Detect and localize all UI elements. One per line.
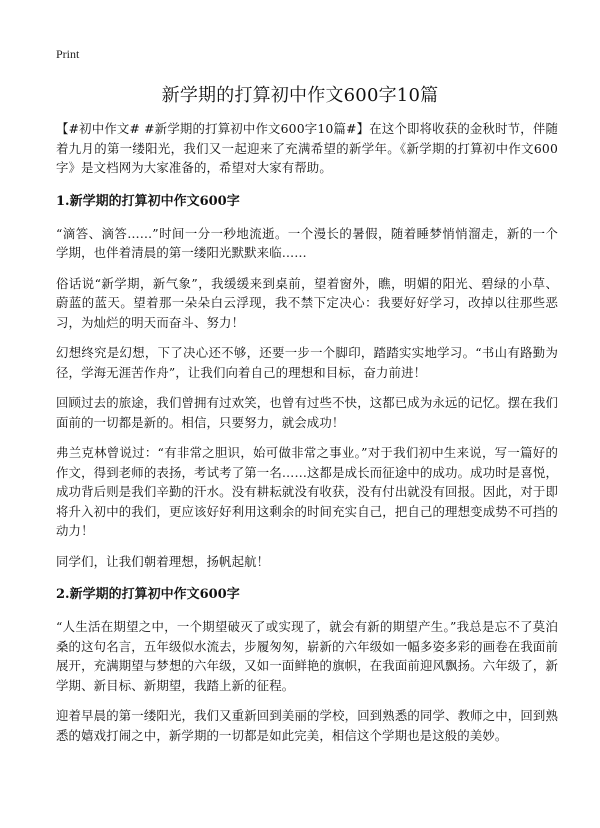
paragraph: 迎着早晨的第一缕阳光，我们又重新回到美丽的学校，回到熟悉的同学、教师之中，回到熟悉的嬉戏打闹之中，新学期的一切都是如此完美，相信这个学期也是这般的美妙。 (56, 708, 558, 743)
paragraph: 弗兰克林曾说过：“有非常之胆识，始可做非常之事业。”对于我们初中生来说，写一篇好的作文，得到老师的表扬，考试考了第一名……这都是成长而征途中的成功。成功时是喜悦，成功背后则是我们辛勤的汗水。没有耕耘就没有收获，没有付出就没有回报。因此，对于即将升入初中的我们，更应该好好利用这剩余的时间充实自己，把自己的理想变成势不可挡的动力！ (56, 445, 558, 538)
intro-paragraph: 【#初中作文# #新学期的打算初中作文600字10篇#】在这个即将收获的金秋时节，伴随着九月的第一缕阳光，我们又一起迎来了充满希望的新学年。《新学期的打算初中作文600字》是文档网为大家准备的，希望对大家有帮助。 (56, 121, 558, 175)
paragraph: “滴答、滴答……”时间一分一秒地流逝。一个漫长的暑假，随着睡梦悄悄溜走，新的一个学期，也伴着清晨的第一缕阳光默默来临…… (56, 225, 558, 260)
paragraph: “人生活在期望之中，一个期望破灭了或实现了，就会有新的期望产生。”我总是忘不了莫泊桑的这句名言，五年级似水流去，步履匆匆，崭新的六年级如一幅多姿多彩的画卷在我面前展开，充满期望与梦想的六年级，又如一面鲜艳的旗帜，在我面前迎风飘扬。六年级了，新学期、新目标、新期望，我踏上新的征程。 (56, 619, 558, 693)
paragraph: 同学们，让我们朝着理想，扬帆起航！ (56, 553, 270, 569)
page-title: 新学期的打算初中作文600字10篇 (161, 85, 439, 106)
paragraph: 俗话说“新学期，新气象”，我缓缓来到桌前，望着窗外，瞧，明媚的阳光、碧绿的小草、蔚蓝的蓝天。望着那一朵朵白云浮现，我不禁下定决心：我要好好学习，改掉以往那些恶习，为灿烂的明天而奋斗、努力！ (56, 275, 558, 330)
section-heading: 1.新学期的打算初中作文600字 (56, 193, 240, 209)
paragraph: 幻想终究是幻想，下了决心还不够，还要一步一个脚印，踏踏实实地学习。“书山有路勤为径，学海无涯苦作舟”，让我们向着自己的理想和目标，奋力前进！ (56, 345, 558, 380)
section-heading: 2.新学期的打算初中作文600字 (56, 587, 240, 602)
article-body (56, 119, 558, 756)
paragraph: 回顾过去的旅途，我们曾拥有过欢笑，也曾有过些不快，这都已成为永远的记忆。摆在我们面前的一切都是新的。相信，只要努力，就会成功！ (56, 395, 558, 430)
print-link[interactable]: Print (56, 47, 80, 61)
